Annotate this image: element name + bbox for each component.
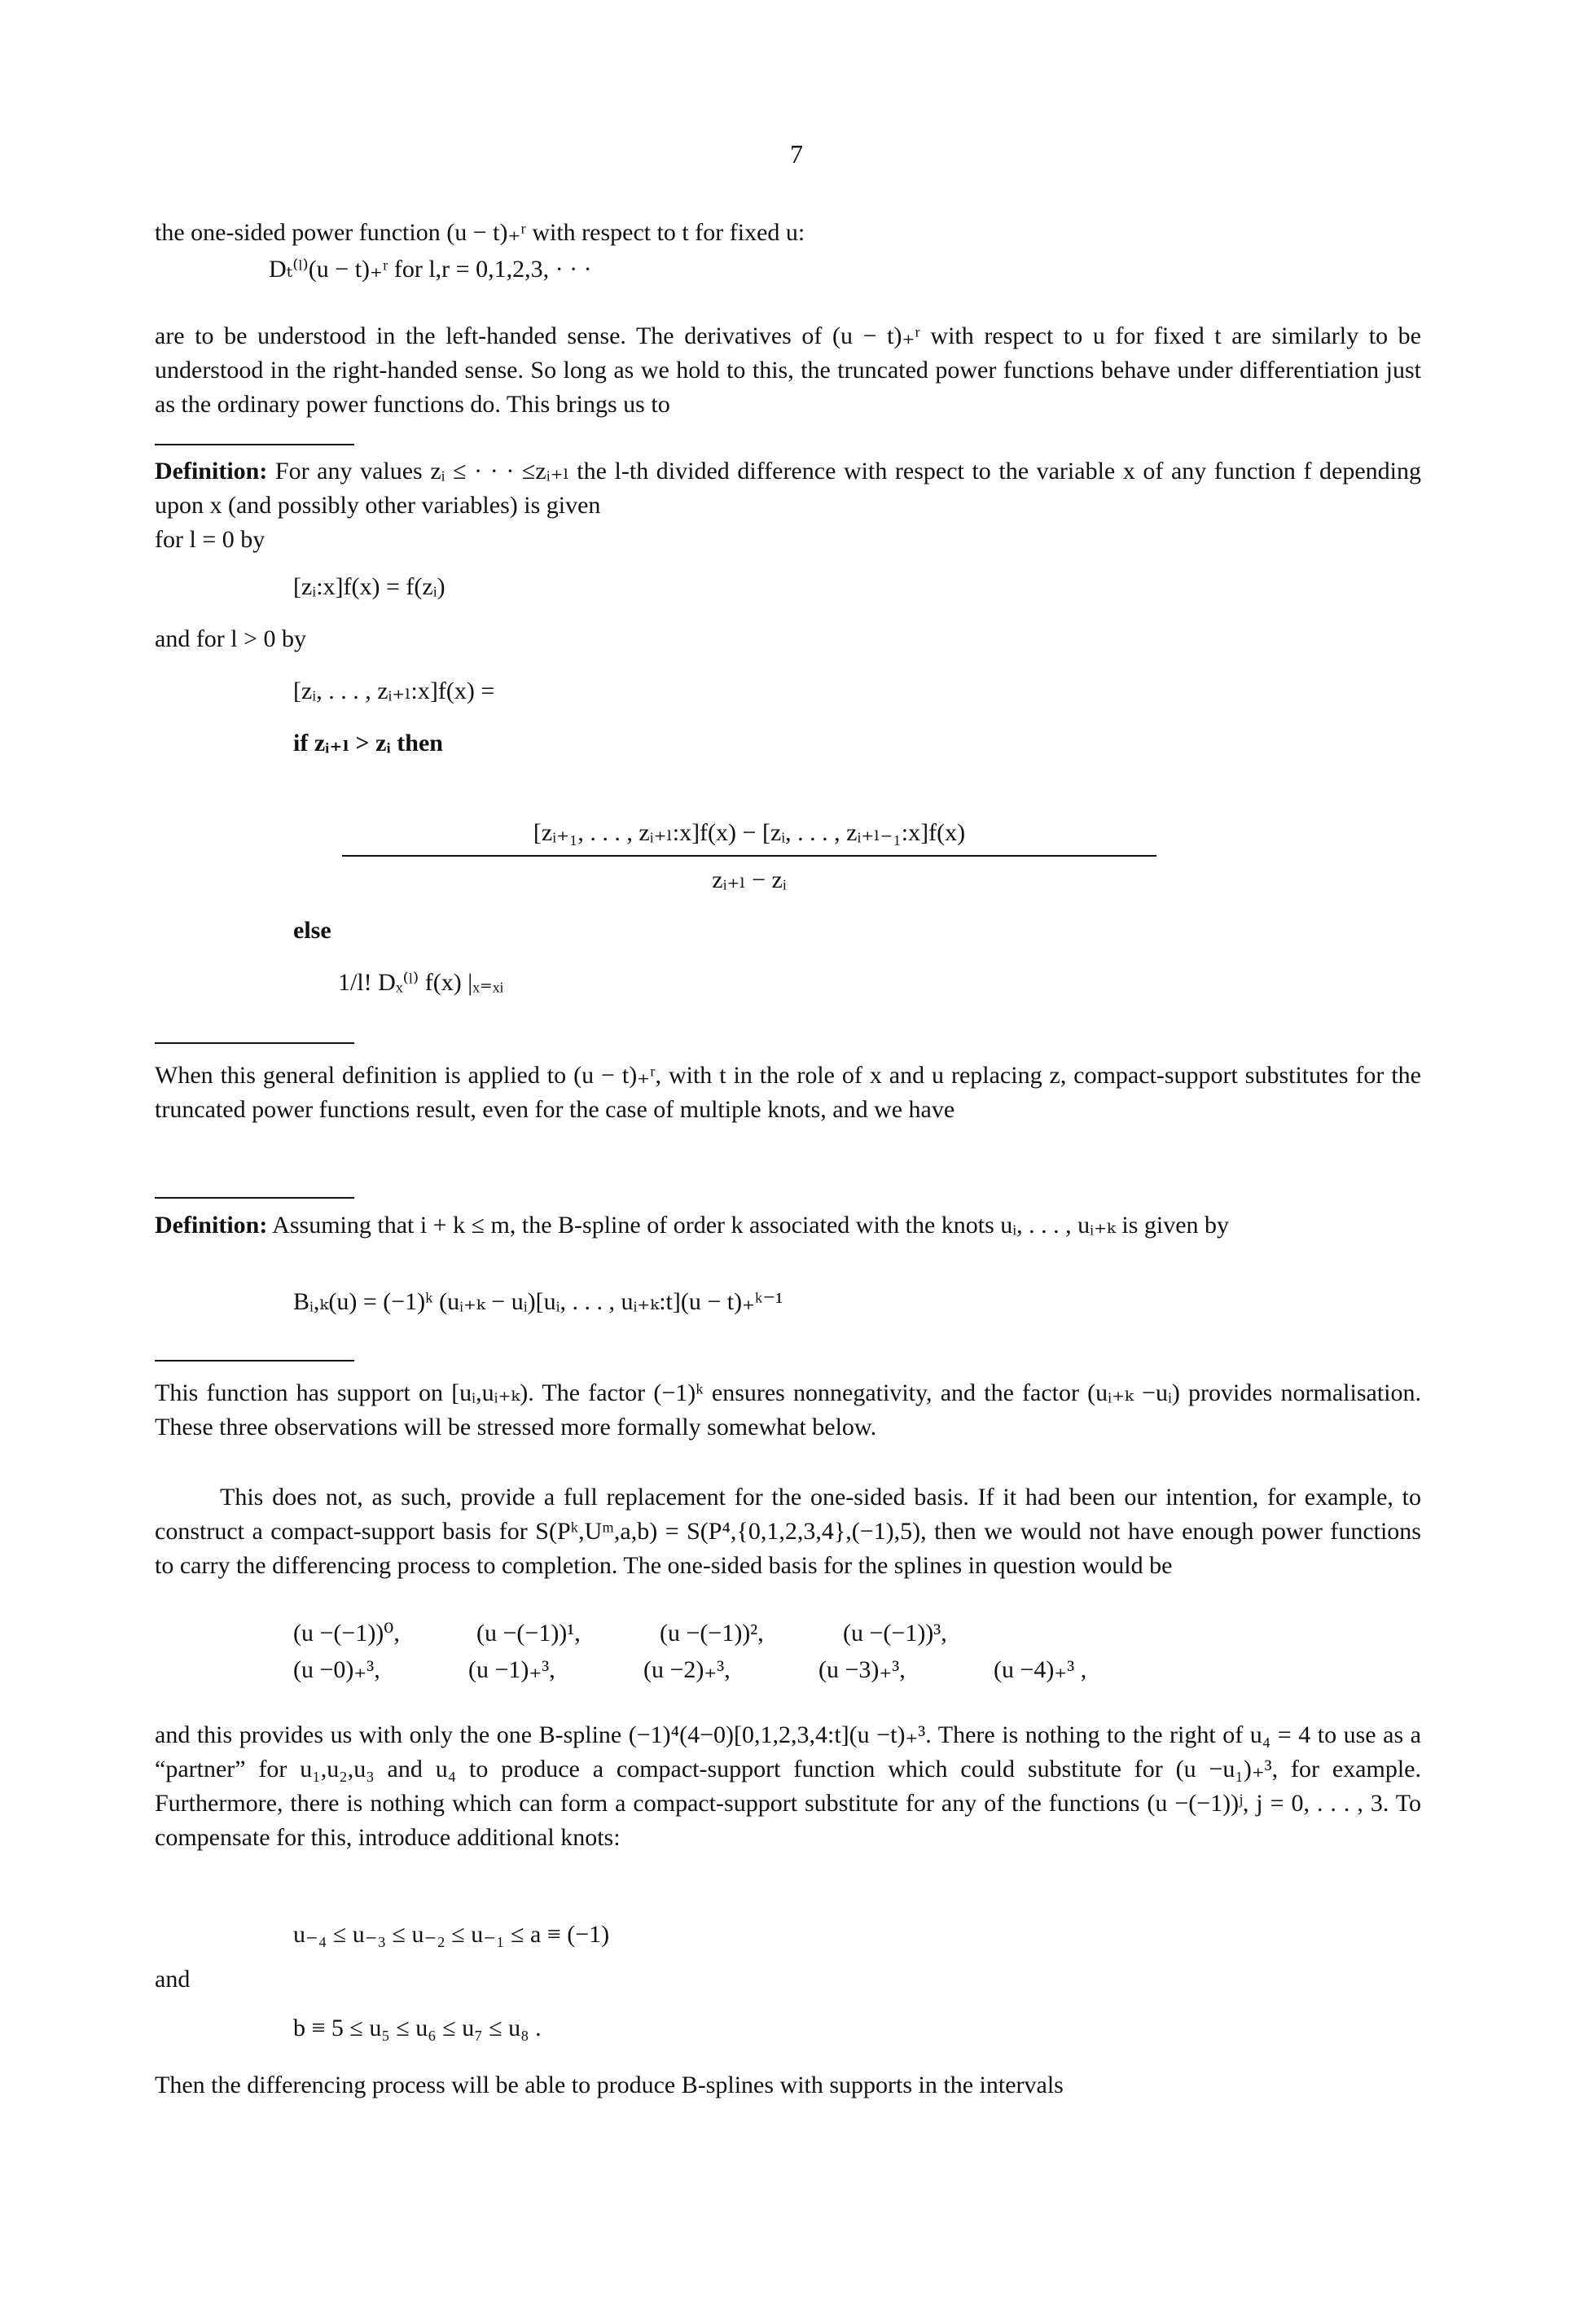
definition-text-2: Assuming that i + k ≤ m, the B-spline of order k associated with the knots uᵢ, . . . , uᵢ₊ₖ is given by — [267, 1212, 1230, 1239]
basis-term: (u −1)₊³, — [468, 1656, 555, 1683]
equation-else: 1/l! Dₓ⁽ˡ⁾ f(x) |ₓ₌ₓᵢ — [338, 969, 504, 996]
basis-term: (u −4)₊³ , — [994, 1656, 1087, 1683]
paragraph-basis: This does not, as such, provide a full replacement for the one-sided basis. If it had been our intention, for example, to construct a compact-support basis for S(Pᵏ,Uᵐ,a,b) = S(P⁴,{0,1,2,3,4},(−1),5), then we would not have enough power functions to carry the differencing process to completion. The one-sided basis for the splines in question would be — [155, 1484, 1421, 1579]
basis-term: (u −2)₊³, — [643, 1656, 731, 1683]
page-number: 7 — [790, 139, 803, 169]
equation-b-spline: Bᵢ,ₖ(u) = (−1)ᵏ (uᵢ₊ₖ − uᵢ)[uᵢ, . . . , uᵢ₊ₖ:t](u − t)₊ᵏ⁻¹ — [293, 1288, 783, 1315]
definition-rule-bottom-2 — [155, 1360, 354, 1362]
definition-label: Definition: — [155, 458, 268, 485]
definition-rule-top-2 — [155, 1197, 354, 1199]
basis-term: (u −(−1))⁰, — [293, 1620, 400, 1647]
connector-and: and — [155, 1966, 191, 1993]
paragraph-support: This function has support on [uᵢ,uᵢ₊ₖ). The factor (−1)ᵏ ensures nonnegativity, and the factor (uᵢ₊ₖ −uᵢ) provides normalisation. These three observations will be stressed more formally somewhat below. — [155, 1379, 1421, 1440]
definition-divided-difference — [155, 454, 1421, 523]
basis-term: (u −0)₊³, — [293, 1656, 380, 1683]
basis-term: (u −(−1))², — [660, 1620, 764, 1647]
equation-order-l: [zᵢ, . . . , zᵢ₊ₗ:x]f(x) = — [293, 677, 495, 704]
definition-label-2: Definition: — [155, 1212, 268, 1239]
paragraph-derivatives: are to be understood in the left-handed sense. The derivatives of (u − t)₊ʳ with respect to u for fixed t are similarly to be understood in the right-handed sense. So long as we hold to this, the truncated power functions behave under differentiation just as the ordinary power functions do. This brings us to — [155, 322, 1421, 418]
basis-row-1 — [293, 1616, 1026, 1651]
equation-knots-right: b ≡ 5 ≤ u₅ ≤ u₆ ≤ u₇ ≤ u₈ . — [293, 2015, 542, 2041]
fraction-line — [342, 855, 1156, 857]
definition-rule-bottom — [155, 1042, 354, 1044]
condition-else: else — [293, 917, 331, 944]
fraction-numerator: [zᵢ₊₁, . . . , zᵢ₊ₗ:x]f(x) − [zᵢ, . . . , zᵢ₊ₗ₋₁:x]f(x) — [533, 819, 966, 846]
basis-term: (u −(−1))¹, — [476, 1620, 581, 1647]
condition-if: if zᵢ₊ₗ > zᵢ then — [293, 730, 443, 756]
definition-rule-top — [155, 444, 354, 445]
paragraph-intro: the one-sided power function (u − t)₊ʳ with respect to t for fixed u: — [155, 219, 805, 246]
basis-term: (u −(−1))³, — [843, 1620, 947, 1647]
paragraph-intervals: Then the differencing process will be able to produce B-splines with supports in the intervals — [155, 2072, 1064, 2098]
basis-term: (u −3)₊³, — [818, 1656, 906, 1683]
basis-row-2 — [293, 1653, 1169, 1687]
definition-case-zero: for l = 0 by — [155, 526, 266, 553]
definition-b-spline — [155, 1208, 1421, 1243]
paragraph-applied: When this general definition is applied to (u − t)₊ʳ, with t in the role of x and u replacing z, compact-support substitutes for the truncated power functions result, even for the case of multiple knots, and we have — [155, 1062, 1421, 1123]
equation-knots-left: u₋₄ ≤ u₋₃ ≤ u₋₂ ≤ u₋₁ ≤ a ≡ (−1) — [293, 1921, 610, 1948]
equation-derivative: Dₜ⁽ˡ⁾(u − t)₊ʳ for l,r = 0,1,2,3, · · · — [269, 256, 592, 283]
definition-case-positive: and for l > 0 by — [155, 625, 307, 652]
definition-text: For any values zᵢ ≤ · · · ≤zᵢ₊ₗ the l-th divided difference with respect to the variable x of any function f depending upon x (and possibly other variables) is given — [155, 458, 1421, 519]
equation-order-zero: [zᵢ:x]f(x) = f(zᵢ) — [293, 573, 445, 600]
paragraph-partner: and this provides us with only the one B-spline (−1)⁴(4−0)[0,1,2,3,4:t](u −t)₊³. There is nothing to the right of u₄ = 4 to use as a “partner” for u₁,u₂,u₃ and u₄ to produce a compact-support function which could substitute for (u −u₁)₊³, for example. Furthermore, there is nothing which can form a compact-support substitute for any of the functions (u −(−1))ʲ, j = 0, . . . , 3. To compensate for this, introduce additional knots: — [155, 1721, 1421, 1851]
fraction-denominator: zᵢ₊ₗ − zᵢ — [712, 866, 787, 893]
